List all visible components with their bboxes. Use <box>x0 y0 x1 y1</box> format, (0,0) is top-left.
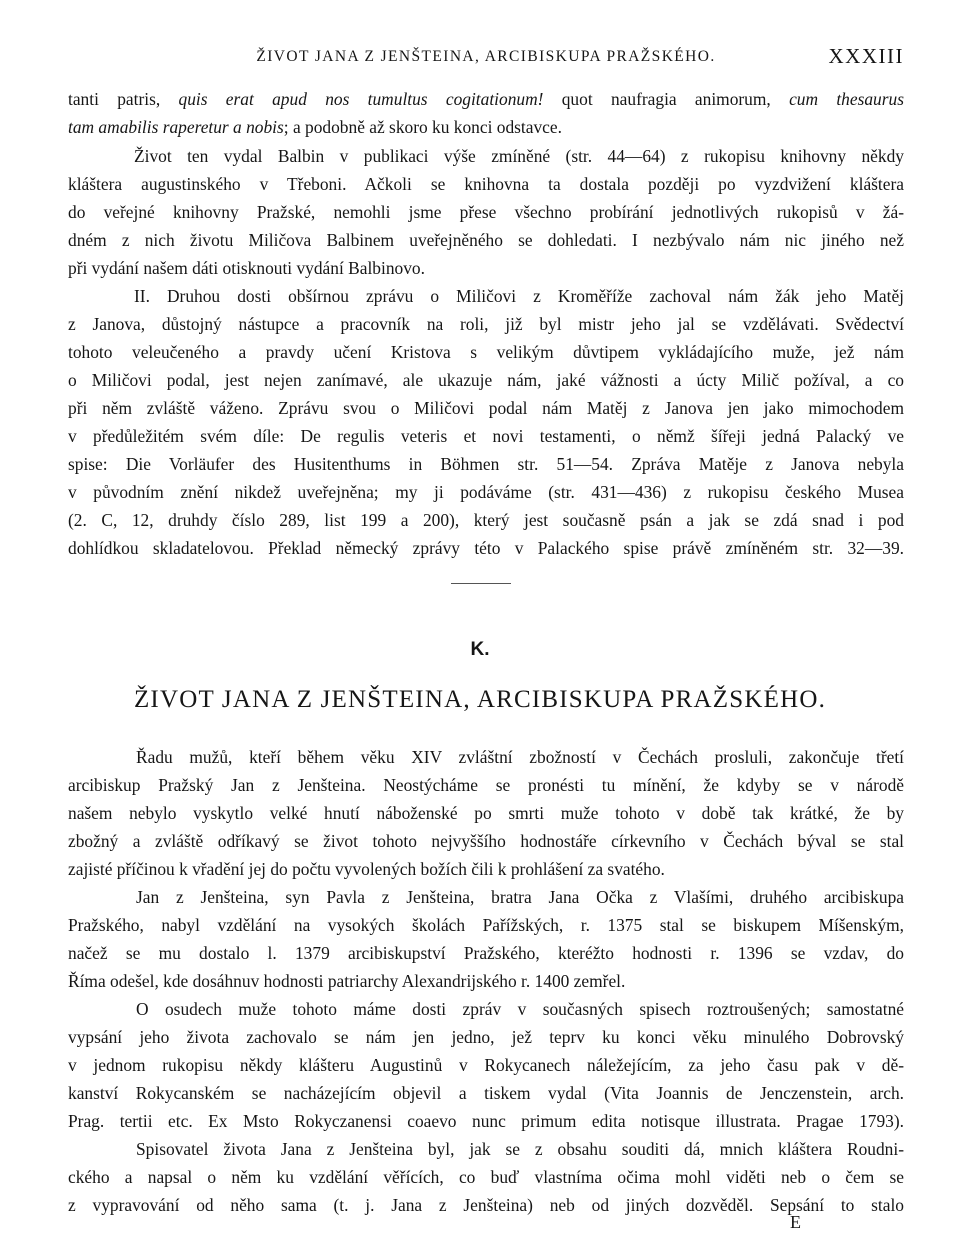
text-line: při něm zvláště váženo. Zprávu svou o Miličovi podal nám Matěj z Janova jen jako mimochodem <box>68 398 904 418</box>
section-separator <box>451 583 511 584</box>
text-line: Řadu mužů, kteří během věku XIV zvláštní zbožností v Čechách prosluli, zakončuje třetí <box>136 747 904 767</box>
text-line: Spisovatel života Jana z Jenšteina byl, jak se z obsahu souditi dá, mnich kláštera Roudni- <box>136 1139 904 1159</box>
text-line: Pražského, nabyl vzdělání na vysokých školách Pařížských, r. 1375 stal se biskupem Míšenským, <box>68 915 904 935</box>
text-line: našem nebylo vyskytlo velké hnutí náboženské po smrti muže tohoto v době tak krátké, že by <box>68 803 904 823</box>
text-run: ; a podobně až skoro ku konci odstavce. <box>283 117 562 137</box>
text-line: o Miličovi podal, jest nejen zanímavé, ale ukazuje nám, jaké vážnosti a úcty Milič požíval, a co <box>68 370 904 390</box>
text-line: Prag. tertii etc. Ex Msto Rokyczanensi coaevo nunc primum edita notisque illustrata. Pragae 1793). <box>68 1111 904 1131</box>
page-number: XXXIII <box>828 44 904 68</box>
text-line: kanství Rokycanském se nacházejícím objevil a tiskem vydal (Vita Joannis de Jenczenstein, arch. <box>68 1083 904 1103</box>
text-line: kláštera augustinského v Třeboni. Ačkoli se knihovna ta dostala později po vyzdvižení kláštera <box>68 174 904 194</box>
text-line: do veřejné knihovny Pražské, nemohli jsme přese všechno probírání jednotlivých rukopisů v žá- <box>68 202 904 222</box>
section-letter: K. <box>470 639 490 660</box>
text-line <box>68 86 904 112</box>
text-line: v jednom rukopisu někdy klášteru Augustinů v Rokycanech náležejícím, za jeho času pak v dě- <box>68 1055 904 1075</box>
signature-mark: E <box>790 1212 801 1232</box>
text-run: tanti patris, <box>68 89 179 109</box>
running-head <box>68 44 904 70</box>
text-line: dohlídkou skladatelovou. Překlad německý zprávy této v Palackého spise právě zmíněném str. 32—39. <box>68 538 904 558</box>
text-line: z Janova, důstojný nástupce a pracovník na roli, již byl mistr jeho jal se vzdělávati. Svědectví <box>68 314 904 334</box>
text-line: při vydání našem dáti otisknouti vydání Balbinovo. <box>68 258 425 278</box>
text-line: spise: Die Vorläufer des Husitenthums in Böhmen str. 51—54. Zpráva Matěje z Janova nebyla <box>68 454 904 474</box>
text-line: arcibiskup Pražský Jan z Jenšteina. Neostýcháme se pronésti tu mínění, že kdyby se v národě <box>68 775 904 795</box>
text-line: Jan z Jenšteina, syn Pavla z Jenšteina, bratra Jana Očka z Vlašími, druhého arcibiskupa <box>136 887 904 907</box>
text-line: zbožný a zvláště odříkavý se život tohoto nejvyššího hodnostáře církevního v Čechách býval se stal <box>68 831 904 851</box>
latin-quote: tam amabilis raperetur a nobis <box>68 117 284 137</box>
text-line: ckého a napsal o něm ku vzdělání věřících, co buď vlastníma očima mohl viděti neb o čem se <box>68 1167 904 1187</box>
text-line: dném z nich životu Miličova Balbinem uveřejněného se dohledati. I nezbývalo nám nic jiného než <box>68 230 904 250</box>
text-line: O osudech muže tohoto máme dosti zpráv v současných spisech roztroušených; samostatné <box>136 999 904 1019</box>
text-line: (2. C, 12, druhdy číslo 289, list 199 a 200), který jest současně psán a jak se zdá snad i pod <box>68 510 904 530</box>
text-line <box>68 114 904 140</box>
text-line: Život ten vydal Balbin v publikaci výše zmíněné (str. 44—64) z rukopisu knihovny někdy <box>134 146 904 166</box>
text-line: v původním znění nikdež uveřejněna; my ji podáváme (str. 431—436) z rukopisu českého Musea <box>68 482 904 502</box>
text-line: tohoto veleučeného a pravdy učení Kristova s velikým důvtipem vykládajícího muže, jež nám <box>68 342 904 362</box>
text-line: načež se mu dostalo l. 1379 arcibiskupství Pražského, kteréžto hodnosti r. 1396 se vzdav, do <box>68 943 904 963</box>
latin-quote: cum thesaurus <box>789 89 904 109</box>
text-line: v předůležitém svém díle: De regulis veteris et novi testamenti, o němž šířeji jedná Palacký ve <box>68 426 904 446</box>
text-line: z vypravování od něho sama (t. j. Jana z Jenšteina) neb od jiných dozvěděl. Sepsání to stalo <box>68 1195 904 1215</box>
text-line: Říma odešel, kde dosáhnuv hodnosti patriarchy Alexandrijského r. 1400 zemřel. <box>68 971 626 991</box>
text-line: II. Druhou dosti obšírnou zprávu o Miličovi z Kroměříže zachoval nám žák jeho Matěj <box>134 286 904 306</box>
latin-quote: quis erat apud nos tumultus cogitationum! <box>178 89 544 109</box>
text-run: quot naufragia animorum, <box>543 89 790 109</box>
running-title: ŽIVOT JANA Z JENŠTEINA, ARCIBISKUPA PRAŽSKÉHO. <box>256 48 716 65</box>
text-line: zajisté příčinou k vřadění jej do počtu vyvolených božích čili k prohlášení za svatého. <box>68 859 665 879</box>
text-line: vypsání jeho života zachovalo se nám jen jedno, jež teprv ku konci věku minulého Dobrovský <box>68 1027 904 1047</box>
section-heading: ŽIVOT JANA Z JENŠTEINA, ARCIBISKUPA PRAŽSKÉHO. <box>133 686 827 713</box>
